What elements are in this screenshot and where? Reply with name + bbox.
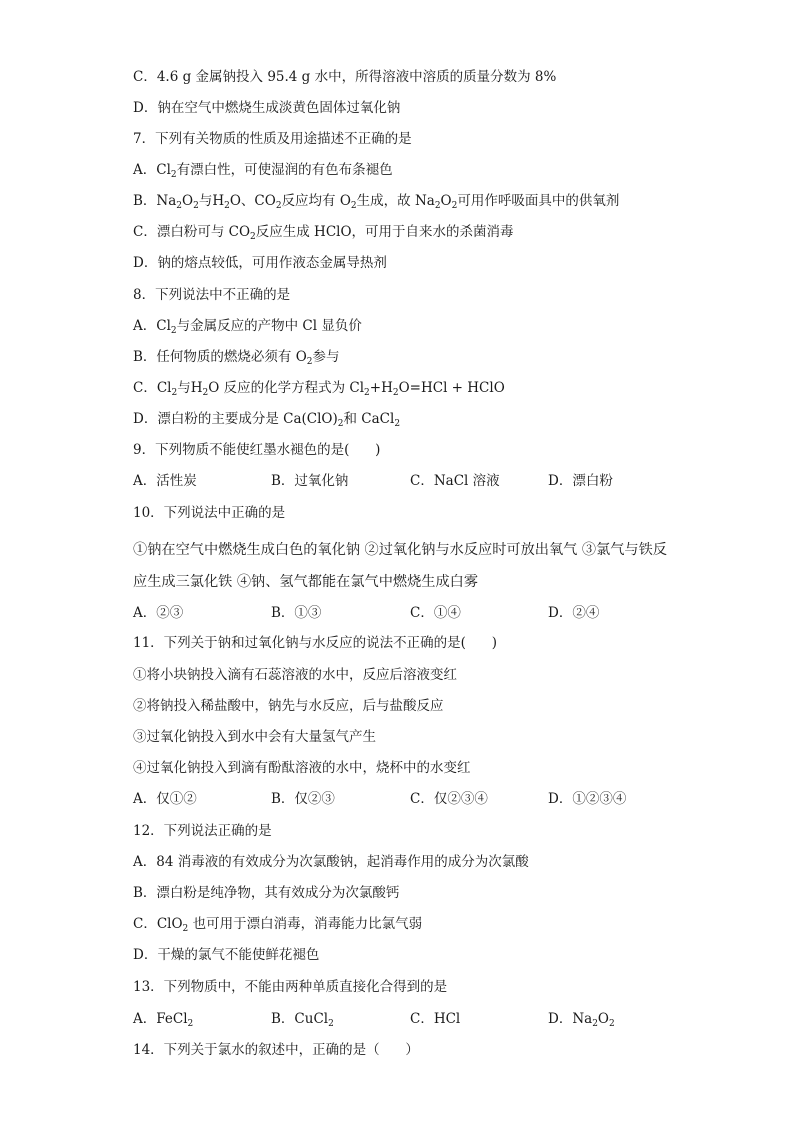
option-q11-a: A．仅①② xyxy=(133,791,197,807)
option-q9-c: C．NaCl 溶液 xyxy=(410,473,500,489)
option-q13-b: B．CuCl$_2$ xyxy=(271,1011,334,1029)
text-line-l23: A．84 消毒液的有效成分为次氯酸钠，起消毒作用的成分为次氯酸 xyxy=(133,854,529,870)
option-q10-c: C．①④ xyxy=(410,605,461,621)
text-line-l8: 8．下列说法中不正确的是 xyxy=(133,287,291,303)
text-line-l3: 7．下列有关物质的性质及用途描述不正确的是 xyxy=(133,131,412,147)
text-line-l20: ③过氧化钠投入到水中会有大量氢气产生 xyxy=(133,729,376,745)
option-q11-d: D．①②③④ xyxy=(548,791,627,807)
option-q11-c: C．仅②③④ xyxy=(410,791,488,807)
text-line-l15: ①钠在空气中燃烧生成白色的氧化钠 ②过氧化钠与水反应时可放出氧气 ③氯气与铁反 xyxy=(133,542,667,558)
text-line-l5: B．$Na_2O_2$与$H_2O$、$CO_2$反应均有 $O_2$生成，故 $Na_2O_2$可用作呼吸面具中的供氧剂 xyxy=(133,193,620,211)
text-line-l1: C．4.6 g 金属钠投入 95.4 g 水中，所得溶液中溶质的质量分数为 8% xyxy=(133,69,557,85)
text-line-l9: A．$Cl_2$与金属反应的产物中 Cl 显负价 xyxy=(133,318,362,336)
option-q10-b: B．①③ xyxy=(271,605,322,621)
text-line-l21: ④过氧化钠投入到滴有酚酞溶液的水中，烧杯中的水变红 xyxy=(133,760,471,776)
text-line-l19: ②将钠投入稀盐酸中，钠先与水反应，后与盐酸反应 xyxy=(133,698,444,714)
text-line-l25: C．ClO$_2$ 也可用于漂白消毒，消毒能力比氯气弱 xyxy=(133,916,423,934)
option-q11-b: B．仅②③ xyxy=(271,791,335,807)
text-line-l6: C．漂白粉可与 $CO_2$反应生成 HClO，可用于自来水的杀菌消毒 xyxy=(133,224,514,242)
text-line-l14: 10．下列说法中正确的是 xyxy=(133,505,286,521)
text-line-l24: B．漂白粉是纯净物，其有效成分为次氯酸钙 xyxy=(133,885,400,901)
text-line-l16: 应生成三氯化铁 ④钠、氢气都能在氯气中燃烧生成白雾 xyxy=(133,574,479,590)
text-line-l7: D．钠的熔点较低，可用作液态金属导热剂 xyxy=(133,255,387,271)
option-q13-d: D．$Na_2O_2$ xyxy=(548,1011,615,1029)
text-line-l17: 11．下列关于钠和过氧化钠与水反应的说法不正确的是( ) xyxy=(133,635,497,651)
text-line-l27: 13．下列物质中，不能由两种单质直接化合得到的是 xyxy=(133,979,448,995)
option-q10-a: A．②③ xyxy=(133,605,184,621)
text-line-l13: 9．下列物质不能使红墨水褪色的是( ) xyxy=(133,442,381,458)
option-q9-d: D．漂白粉 xyxy=(548,473,613,489)
text-line-l11: C．$Cl_2$与$H_2O$ 反应的化学方程式为 $Cl_2+H_2O=HCl$ + HClO xyxy=(133,380,505,398)
text-line-l10: B．任何物质的燃烧必须有 $O_2$参与 xyxy=(133,349,340,367)
option-q9-a: A．活性炭 xyxy=(133,473,197,489)
option-q10-d: D．②④ xyxy=(548,605,600,621)
text-line-l18: ①将小块钠投入滴有石蕊溶液的水中，反应后溶液变红 xyxy=(133,667,457,683)
option-q13-a: A．FeCl$_2$ xyxy=(133,1011,194,1029)
option-q9-b: B．过氧化钠 xyxy=(271,473,349,489)
text-line-l4: A．$Cl_2$有漂白性，可使湿润的有色布条褪色 xyxy=(133,162,393,180)
option-q13-c: C．HCl xyxy=(410,1011,461,1027)
text-line-l22: 12．下列说法正确的是 xyxy=(133,823,272,839)
text-line-l2: D．钠在空气中燃烧生成淡黄色固体过氧化钠 xyxy=(133,100,401,116)
text-line-l28: 14．下列关于氯水的叙述中，正确的是（ ） xyxy=(133,1042,419,1058)
text-line-l26: D．干燥的氯气不能使鲜花褪色 xyxy=(133,947,320,963)
text-line-l12: D．漂白粉的主要成分是 $Ca(ClO)_2$和 CaCl$_2$ xyxy=(133,411,401,429)
